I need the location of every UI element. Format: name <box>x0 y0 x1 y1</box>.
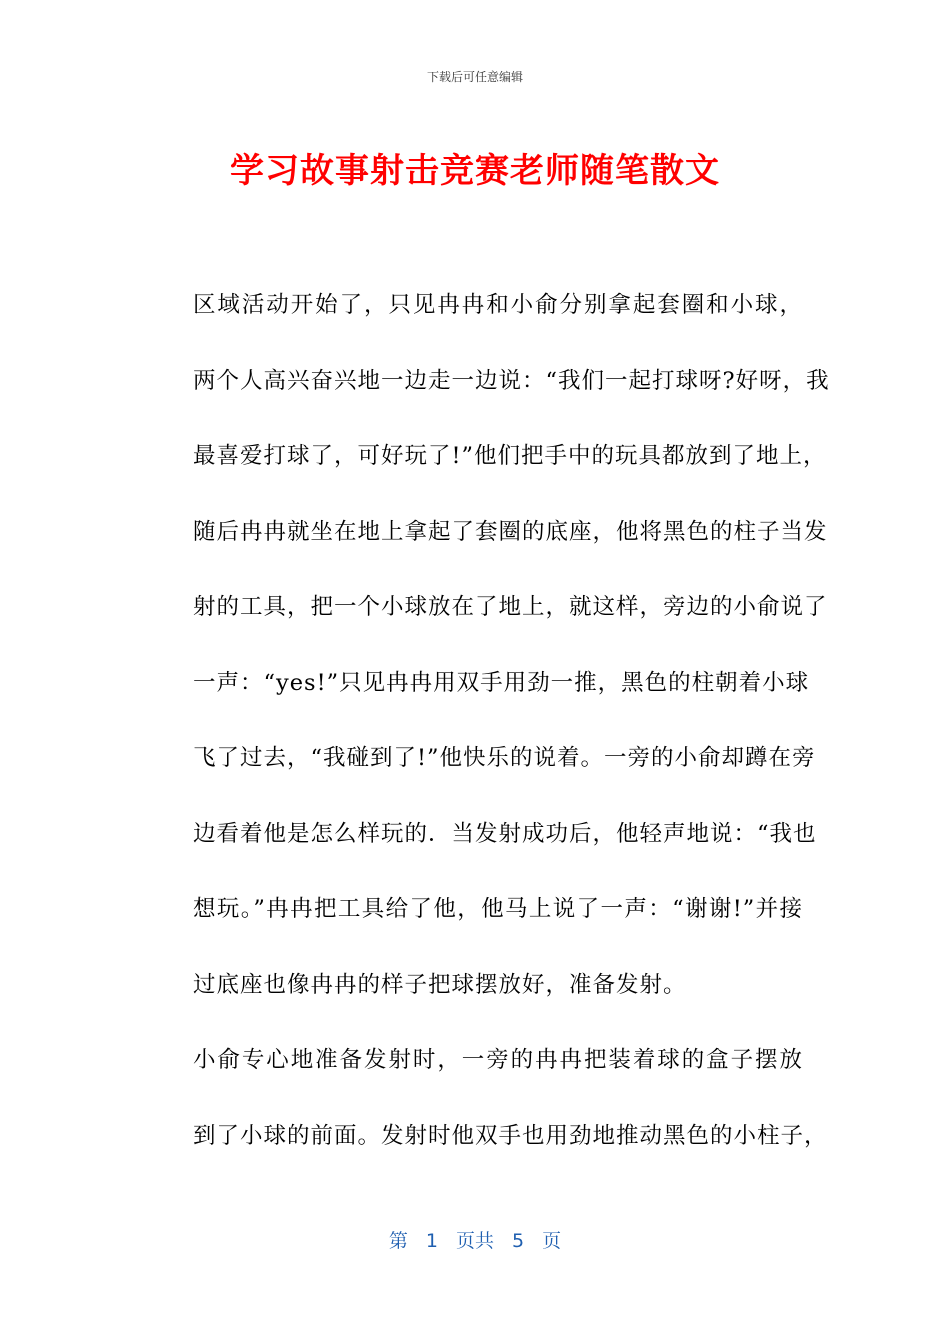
text-line: 射的工具，把一个小球放在了地上，就这样，旁边的小俞说了 <box>193 594 828 620</box>
document-title: 学习故事射击竞赛老师随笔散文 <box>230 151 720 191</box>
page-label-prefix: 第 <box>388 1230 408 1252</box>
text-line: 边看着他是怎么样玩的．当发射成功后，他轻声地说：“我也 <box>193 820 817 847</box>
text-line: 飞了过去，“我碰到了!”他快乐的说着。一旁的小俞却蹲在旁 <box>193 745 816 771</box>
text-line: 最喜爱打球了，可好玩了!”他们把手中的玩具都放到了地上， <box>193 443 827 469</box>
header-note: 下载后可任意编辑 <box>426 70 523 84</box>
paragraph-1 <box>147 268 830 1023</box>
page-total: 5 <box>512 1230 525 1252</box>
page-current: 1 <box>425 1230 438 1252</box>
page-footer <box>0 1226 950 1253</box>
text-line: 随后冉冉就坐在地上拿起了套圈的底座，他将黑色的柱子当发 <box>193 518 828 545</box>
page-label-suffix: 页 <box>542 1230 562 1252</box>
text-line: 小俞专心地准备发射时，一旁的冉冉把装着球的盒子摆放 <box>193 1047 803 1073</box>
text-line: 区域活动开始了，只见冉冉和小俞分别拿起套圈和小球， <box>193 292 803 318</box>
page-label-middle: 页共 <box>455 1230 494 1252</box>
text-line: 到了小球的前面。发射时他双手也用劲地推动黑色的小柱子， <box>193 1122 828 1149</box>
text-line: 一声：“yes!”只见冉冉用双手用劲一推，黑色的柱朝着小球 <box>193 669 810 696</box>
document-body <box>147 268 830 1174</box>
text-line: 两个人高兴奋兴地一边走一边说：“我们一起打球呀?好呀，我 <box>193 367 830 394</box>
text-line: 想玩。”冉冉把工具给了他，他马上说了一声：“谢谢!”并接 <box>193 896 803 922</box>
paragraph-2 <box>147 1023 828 1174</box>
text-line: 过底座也像冉冉的样子把球摆放好，准备发射。 <box>193 971 687 998</box>
